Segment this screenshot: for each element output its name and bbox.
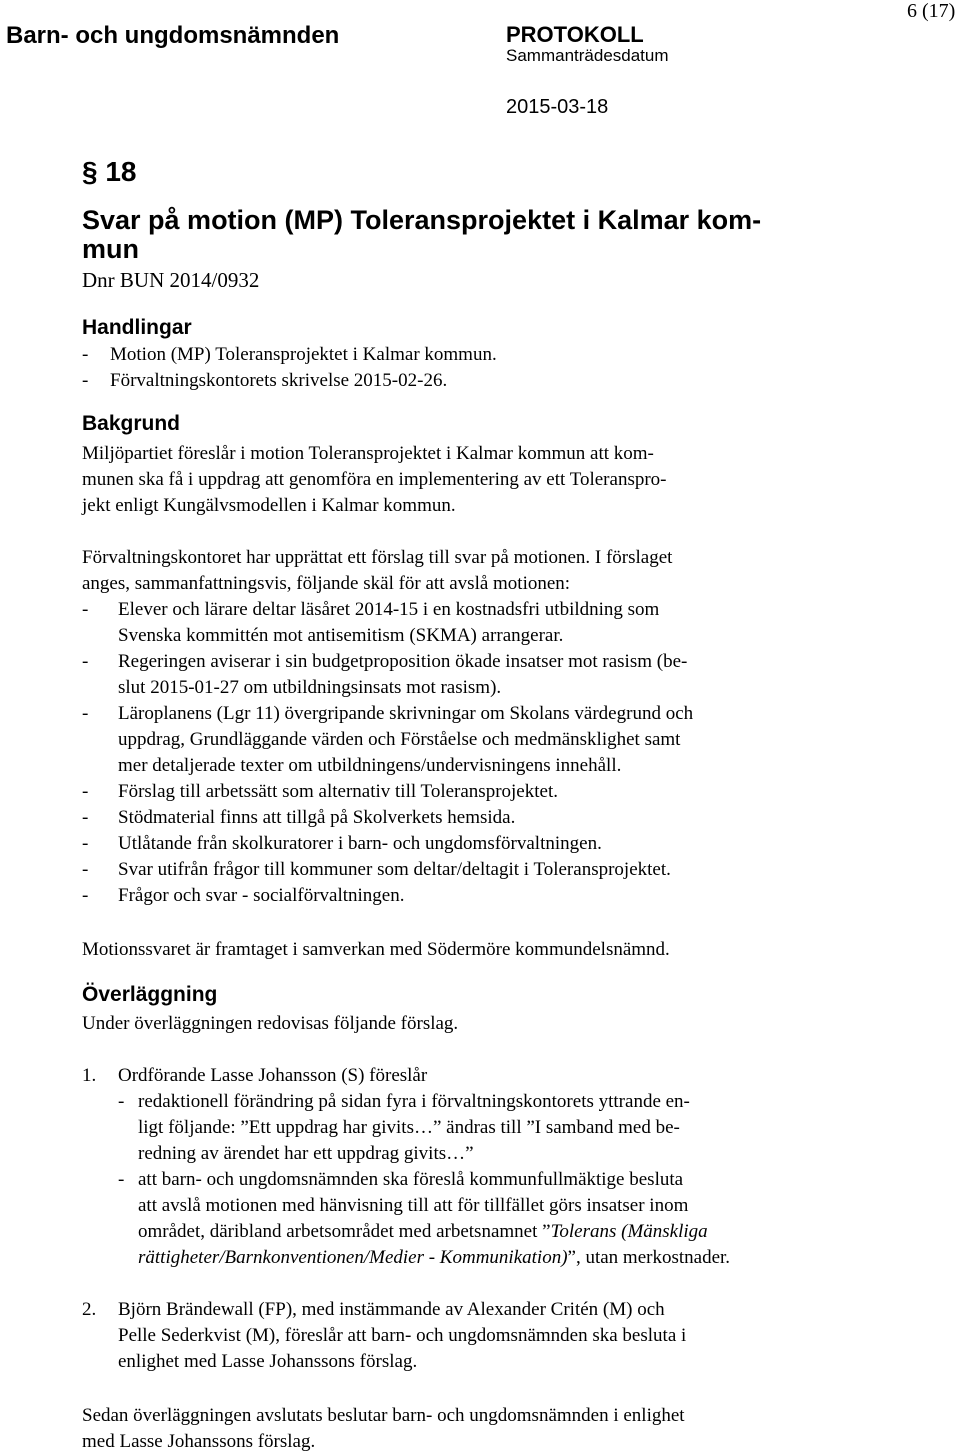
organization-name: Barn- och ungdomsnämnden bbox=[6, 22, 340, 49]
working-name-italic: rättigheter/Barnkonventionen/Medier - Kommunikation) bbox=[138, 1247, 568, 1268]
bakgrund-text-line: munen ska få i uppdrag att genomföra en implementering av ett Toleranspro- bbox=[82, 469, 667, 490]
reason-item: - bbox=[82, 807, 89, 828]
document-type: PROTOKOLL bbox=[506, 22, 644, 47]
reason-text-line: mer detaljerade texter om utbildningens/undervisningens innehåll. bbox=[118, 755, 622, 776]
proposal-text-line: ligt följande: ”Ett uppdrag har givits…” ändras till ”I samband med be- bbox=[138, 1117, 680, 1138]
reason-item: - bbox=[82, 703, 89, 724]
closing-text-line: med Lasse Johanssons förslag. bbox=[82, 1431, 316, 1452]
section-title-line-2: mun bbox=[82, 234, 139, 264]
proposal-text-line: att barn- och ungdomsnämnden ska föreslå kommunfullmäktige besluta bbox=[138, 1169, 684, 1190]
bakgrund-text-line: Förvaltningskontoret har upprättat ett förslag till svar på motionen. I förslaget bbox=[82, 547, 673, 568]
reason-item: - bbox=[82, 651, 89, 672]
proposal-text-line: enlighet med Lasse Johanssons förslag. bbox=[118, 1351, 418, 1372]
proposal-text-line: Pelle Sederkvist (M), föreslår att barn- och ungdomsnämnden ska besluta i bbox=[118, 1325, 687, 1346]
proposal-text-line: redaktionell förändring på sidan fyra i förvaltningskontorets yttrande en- bbox=[138, 1091, 690, 1112]
section-title bbox=[82, 206, 761, 264]
handlingar-item: - Förvaltningskontorets skrivelse 2015-02-26. bbox=[82, 370, 448, 391]
reason-text-line: Svenska kommittén mot antisemitism (SKMA) arrangerar. bbox=[118, 625, 564, 646]
meeting-date: 2015-03-18 bbox=[506, 96, 609, 118]
paragraph-number: § 18 bbox=[82, 156, 137, 187]
reason-item: - bbox=[82, 599, 89, 620]
proposal-heading: Ordförande Lasse Johansson (S) föreslår bbox=[118, 1065, 428, 1086]
proposal-sub-dash: - bbox=[118, 1169, 125, 1190]
reason-text-line: Elever och lärare deltar läsåret 2014-15 i en kostnadsfri utbildning som bbox=[118, 599, 660, 620]
closing-text-line: Sedan överläggningen avslutats beslutar barn- och ungdomsnämnden i enlighet bbox=[82, 1405, 685, 1426]
bakgrund-text-line: anges, sammanfattningsvis, följande skäl för att avslå motionen: bbox=[82, 573, 571, 594]
reason-item: - bbox=[82, 859, 89, 880]
proposal-sub-dash: - bbox=[118, 1091, 125, 1112]
reason-text-line: Regeringen aviserar i sin budgetproposition ökade insatser mot rasism (be- bbox=[118, 651, 688, 672]
overlaggning-heading: Överläggning bbox=[82, 983, 218, 1006]
overlaggning-intro: Under överläggningen redovisas följande förslag. bbox=[82, 1013, 459, 1034]
diary-number: Dnr BUN 2014/0932 bbox=[82, 268, 260, 292]
reason-text-line: uppdrag, Grundläggande värden och Förståelse och medmänsklighet samt bbox=[118, 729, 681, 750]
proposal-number: 1. bbox=[82, 1065, 97, 1086]
handlingar-heading: Handlingar bbox=[82, 316, 192, 339]
reason-text-line: Utlåtande från skolkuratorer i barn- och ungdomsförvaltningen. bbox=[118, 833, 602, 854]
proposal-text-line: rättigheter/Barnkonventionen/Medier - Kommunikation)”, utan merkostnader. bbox=[138, 1247, 731, 1268]
proposal-text-line: området, däribland arbetsområdet med arbetsnamnet ”Tolerans (Mänskliga bbox=[138, 1221, 708, 1242]
handlingar-item: - Motion (MP) Toleransprojektet i Kalmar kommun. bbox=[82, 344, 497, 365]
bakgrund-heading: Bakgrund bbox=[82, 412, 181, 435]
proposal-text-line: redning av ärendet har ett uppdrag givits…” bbox=[138, 1143, 474, 1164]
working-name-italic: Tolerans (Mänskliga bbox=[550, 1221, 708, 1242]
section-title-line-1: Svar på motion (MP) Toleransprojektet i Kalmar kom- bbox=[82, 205, 762, 235]
reason-text-line: slut 2015-01-27 om utbildningsinsats mot rasism). bbox=[118, 677, 502, 698]
reason-text-line: Förslag till arbetssätt som alternativ till Toleransprojektet. bbox=[118, 781, 558, 802]
reason-text-line: Svar utifrån frågor till kommuner som deltar/deltagit i Toleransprojektet. bbox=[118, 859, 671, 880]
bakgrund-closing-text: Motionssvaret är framtaget i samverkan med Södermöre kommundelsnämnd. bbox=[82, 939, 670, 960]
meeting-date-label: Sammanträdesdatum bbox=[506, 46, 669, 65]
reason-text-line: Läroplanens (Lgr 11) övergripande skrivningar om Skolans värdegrund och bbox=[118, 703, 694, 724]
bakgrund-text-line: Miljöpartiet föreslår i motion Toleransprojektet i Kalmar kommun att kom- bbox=[82, 443, 654, 464]
reason-item: - bbox=[82, 781, 89, 802]
bakgrund-text-line: jekt enligt Kungälvsmodellen i Kalmar kommun. bbox=[82, 495, 456, 516]
page-number: 6 (17) bbox=[907, 0, 956, 22]
proposal-number: 2. bbox=[82, 1299, 97, 1320]
proposal-text-line: Björn Brändewall (FP), med instämmande av Alexander Critén (M) och bbox=[118, 1299, 665, 1320]
reason-item: - bbox=[82, 885, 89, 906]
proposal-text-line: att avslå motionen med hänvisning till att för tillfället görs insatser inom bbox=[138, 1195, 689, 1216]
reason-text-line: Frågor och svar - socialförvaltningen. bbox=[118, 885, 405, 906]
reason-item: - bbox=[82, 833, 89, 854]
reason-text-line: Stödmaterial finns att tillgå på Skolverkets hemsida. bbox=[118, 807, 516, 828]
